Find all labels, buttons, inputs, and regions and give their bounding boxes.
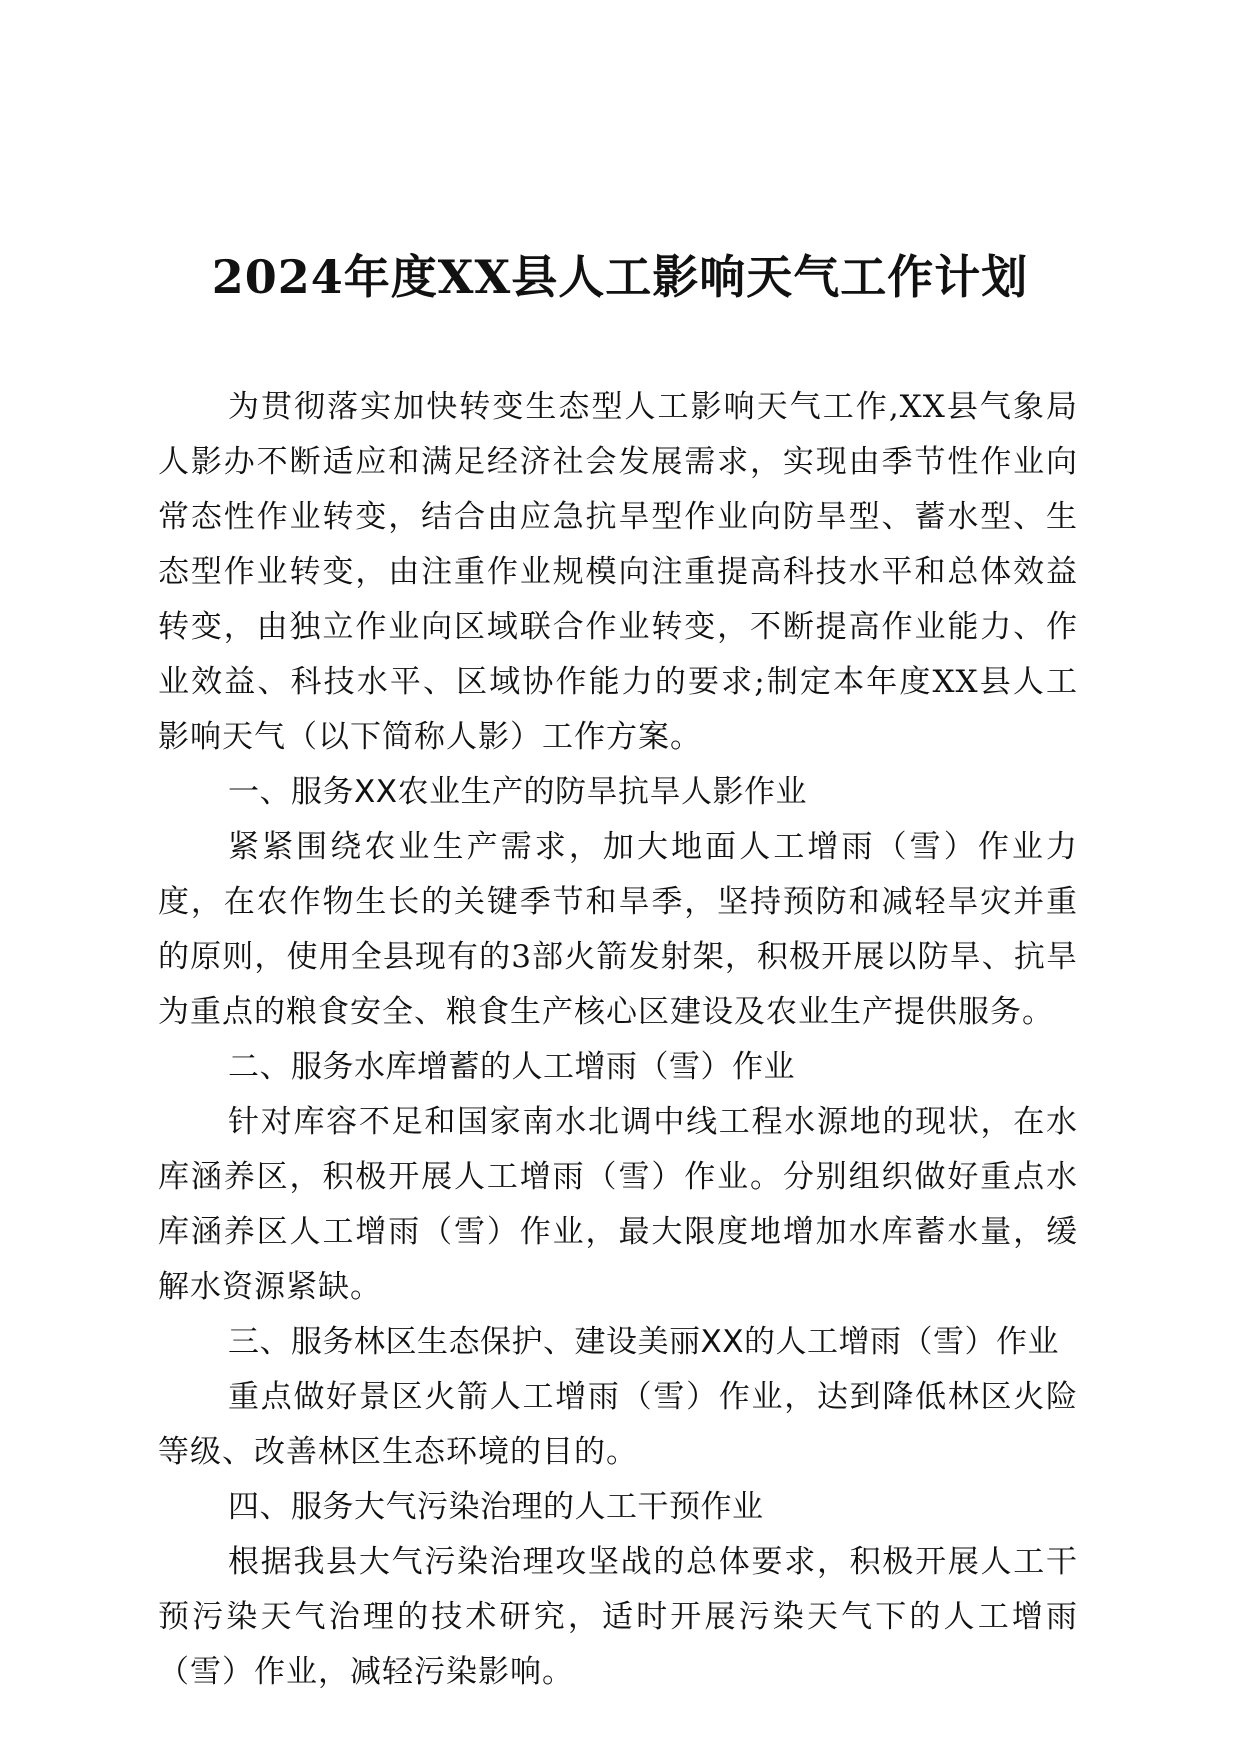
section-heading-3: 三、服务林区生态保护、建设美丽XX的人工增雨（雪）作业 (228, 1324, 1059, 1360)
section-paragraph-2: 针对库容不足和国家南水北调中线工程水源地的现状，在水库涵养区，积极开展人工增雨（雪）作业。分别组织做好重点水库涵养区人工增雨（雪）作业，最大限度地增加水库蓄水量，缓解水资源紧缺。 (158, 1104, 1078, 1305)
section-heading-4: 四、服务大气污染治理的人工干预作业 (228, 1489, 764, 1525)
document-title: 2024年度XX县人工影响天气工作计划 (211, 250, 1029, 304)
intro-paragraph: 为贯彻落实加快转变生态型人工影响天气工作,XX县气象局人影办不断适应和满足经济社会发展需求，实现由季节性作业向常态性作业转变，结合由应急抗旱型作业向防旱型、蓄水型、生态型作业转变，由注重作业规模向注重提高科技水平和总体效益转变，由独立作业向区域联合作业转变，不断提高作业能力、作业效益、科技水平、区域协作能力的要求;制定本年度XX县人工影响天气（以下简称人影）工作方案。 (158, 389, 1078, 755)
section-heading-2: 二、服务水库增蓄的人工增雨（雪）作业 (228, 1049, 795, 1085)
section-heading-1: 一、服务XX农业生产的防旱抗旱人影作业 (228, 774, 807, 810)
section-paragraph-1: 紧紧围绕农业生产需求，加大地面人工增雨（雪）作业力度，在农作物生长的关键季节和旱季，坚持预防和减轻旱灾并重的原则，使用全县现有的3部火箭发射架，积极开展以防旱、抗旱为重点的粮食安全、粮食生产核心区建设及农业生产提供服务。 (158, 829, 1078, 1030)
document-body (158, 380, 1078, 1700)
section-paragraph-4: 根据我县大气污染治理攻坚战的总体要求，积极开展人工干预污染天气治理的技术研究，适时开展污染天气下的人工增雨（雪）作业，减轻污染影响。 (158, 1544, 1078, 1690)
section-paragraph-3: 重点做好景区火箭人工增雨（雪）作业，达到降低林区火险等级、改善林区生态环境的目的。 (158, 1379, 1078, 1470)
